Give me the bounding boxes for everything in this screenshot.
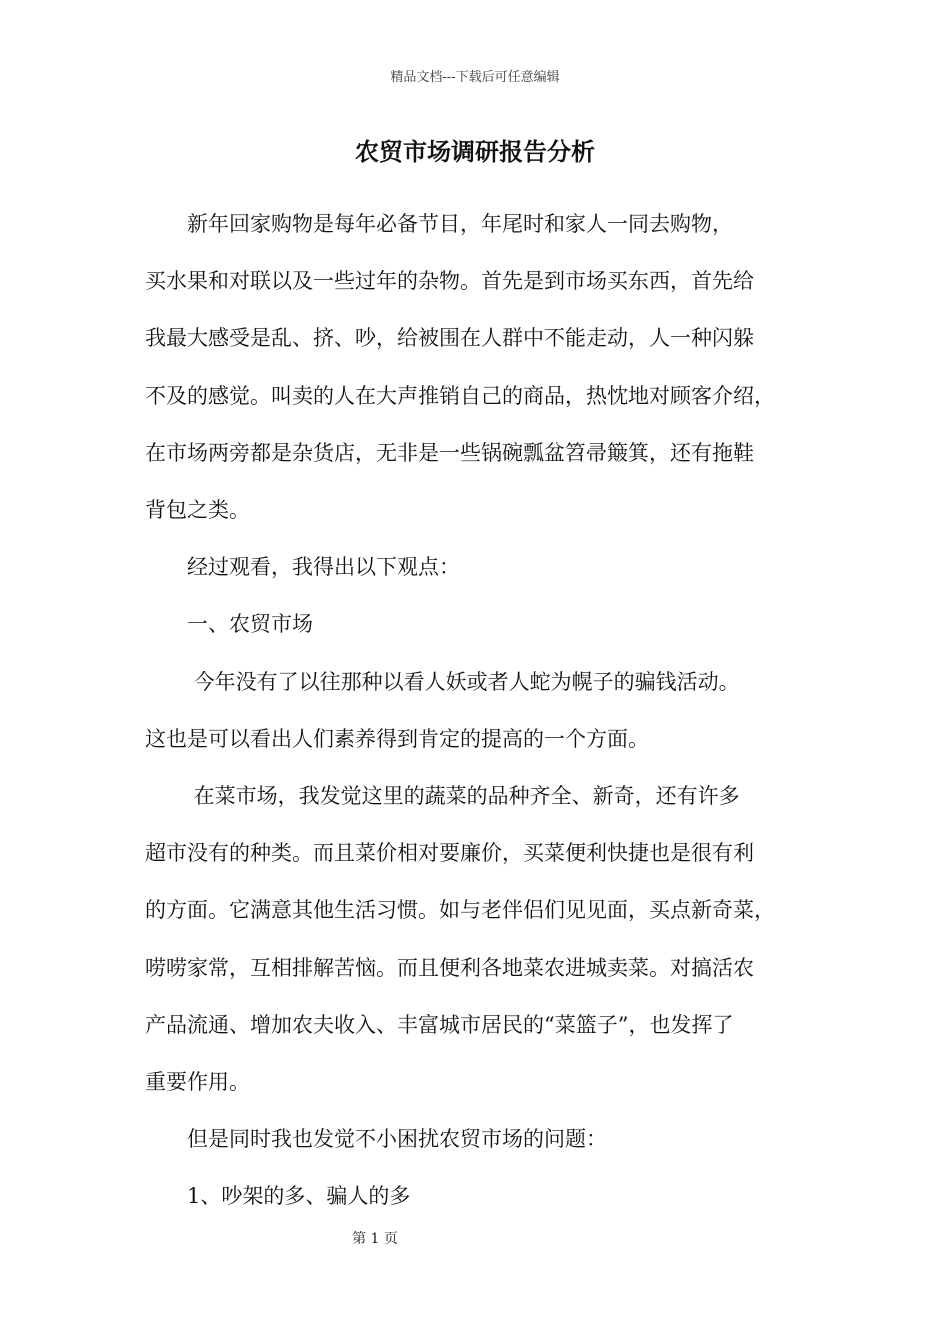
list-item: 1、吵架的多、骗人的多 <box>145 1184 411 1209</box>
text-line: 买水果和对联以及一些过年的杂物。首先是到市场买东西，首先给 <box>145 269 754 294</box>
text-line: 重要作用。 <box>145 1070 250 1095</box>
text-line: 今年没有了以往那种以看人妖或者人蛇为幌子的骗钱活动。 <box>145 669 740 694</box>
text-line: 唠唠家常，互相排解苦恼。而且便利各地菜农进城卖菜。对搞活农 <box>145 955 754 980</box>
text-line: 超市没有的种类。而且菜价相对要廉价，买菜便利快捷也是很有利 <box>145 841 754 866</box>
page-number: 第 1 页 <box>352 1231 398 1247</box>
text-line: 我最大感受是乱、挤、吵，给被围在人群中不能走动，人一种闪躲 <box>145 326 754 351</box>
text-line: 但是同时我也发觉不小困扰农贸市场的问题： <box>145 1127 607 1152</box>
text-line: 经过观看，我得出以下观点： <box>145 555 460 580</box>
text-line: 在菜市场，我发觉这里的蔬菜的品种齐全、新奇，还有许多 <box>145 784 740 809</box>
text-line: 产品流通、增加农夫收入、丰富城市居民的“菜篮子”，也发挥了 <box>145 1012 734 1037</box>
text-line: 不及的感觉。叫卖的人在大声推销自己的商品，热忱地对顾客介绍， <box>145 383 775 408</box>
text-line: 的方面。它满意其他生活习惯。如与老伴侣们见见面，买点新奇菜， <box>145 898 775 923</box>
text-line: 这也是可以看出人们素养得到肯定的提高的一个方面。 <box>145 726 649 751</box>
text-line: 新年回家购物是每年必备节目，年尾时和家人一同去购物， <box>145 212 733 236</box>
document-title: 农贸市场调研报告分析 <box>355 137 595 166</box>
section-heading: 一、农贸市场 <box>145 612 313 637</box>
text-line: 背包之类。 <box>145 498 250 523</box>
document-body <box>145 196 835 1226</box>
page-header: 精品文档---下载后可任意编辑 <box>390 70 560 85</box>
text-line: 在市场两旁都是杂货店，无非是一些锅碗瓢盆笤帚簸箕，还有拖鞋 <box>145 440 754 465</box>
